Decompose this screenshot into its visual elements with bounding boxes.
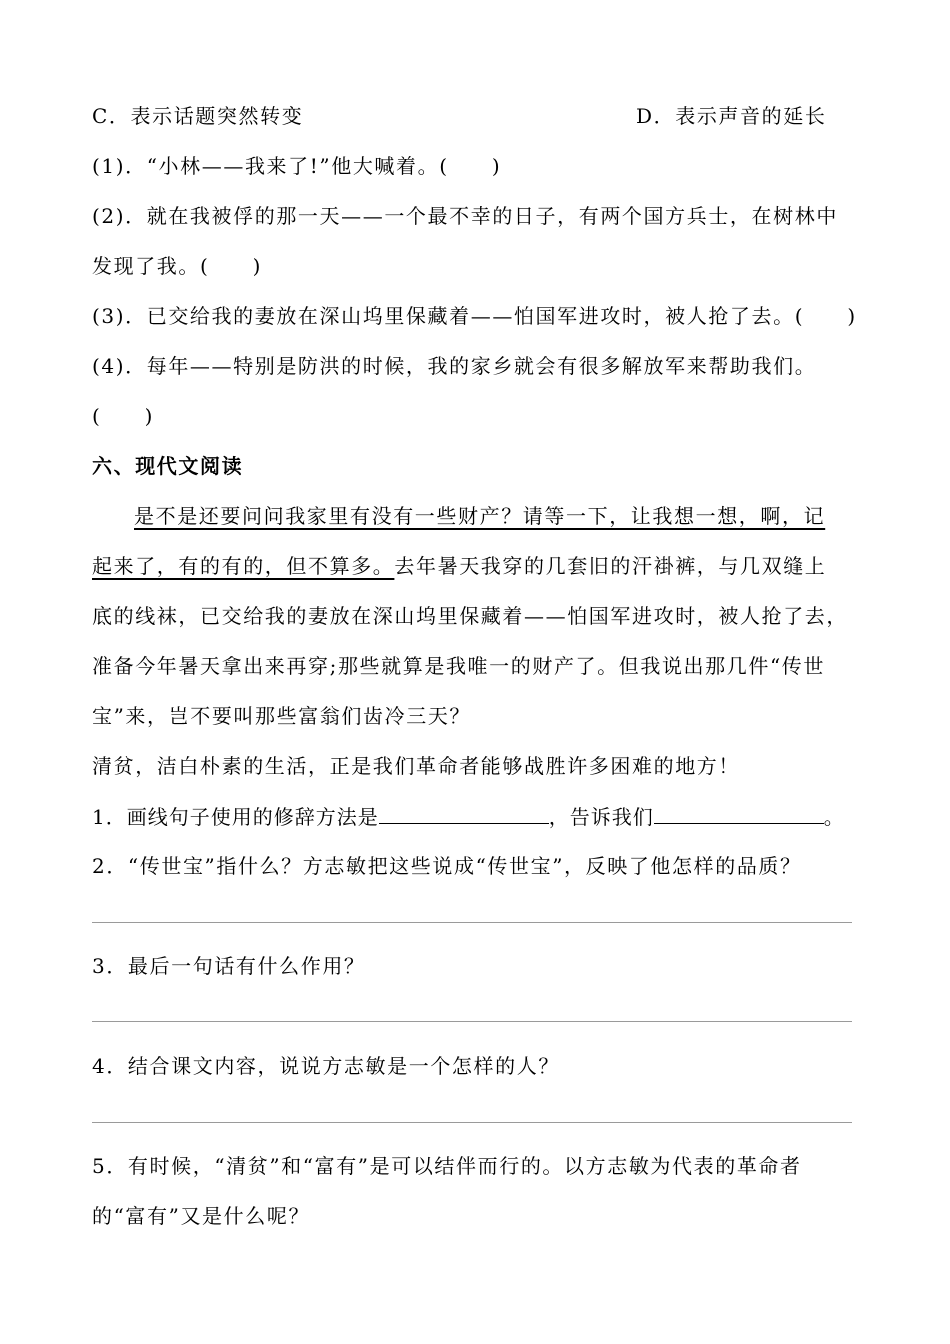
passage-line-6: 清贫，洁白朴素的生活，正是我们革命者能够战胜许多困难的地方！ (92, 754, 740, 778)
question-1-text-a: 1．画线句子使用的修辞方法是 (92, 805, 379, 829)
section-title: 六、现代文阅读 (92, 454, 244, 478)
meaning-blank[interactable] (654, 803, 824, 824)
option-c: C．表示话题突然转变 (92, 104, 304, 128)
question-1-text-c: 。 (823, 805, 845, 829)
question-2: 2．“传世宝”指什么？方志敏把这些说成“传世宝”，反映了他怎样的品质？ (92, 854, 802, 878)
passage-line-1 (134, 503, 864, 529)
passage-line-4: 准备今年暑天拿出来再穿;那些就算是我唯一的财产了。但我说出那几件“传世 (92, 654, 825, 678)
answer-line-3[interactable] (92, 1021, 852, 1022)
passage-line-5: 宝”来，岂不要叫那些富翁们齿冷三天？ (92, 704, 472, 728)
question-4: 4．结合课文内容，说说方志敏是一个怎样的人？ (92, 1054, 560, 1078)
passage-line-2-rest: 去年暑天我穿的几套旧的汗褂裤，与几双缝上 (394, 554, 827, 578)
question-5-line1: 5．有时候，“清贫”和“富有”是可以结伴而行的。以方志敏为代表的革命者 (92, 1154, 802, 1178)
answer-line-4[interactable] (92, 1122, 852, 1123)
item-1: (1)．“小林——我来了!”他大喊着。( ) (92, 154, 502, 178)
item-3: (3)．已交给我的妻放在深山坞里保藏着——怕国军进攻时，被人抢了去。( ) (92, 304, 857, 328)
item-2-line1: (2)．就在我被俘的那一天——一个最不幸的日子，有两个国方兵士，在树林中 (92, 204, 838, 228)
underlined-sentence-part1: 是不是还要问问我家里有没有一些财产？请等一下，让我想一想，啊，记 (134, 504, 826, 528)
answer-line-2[interactable] (92, 922, 852, 923)
question-5-line2: 的“富有”又是什么呢？ (92, 1204, 311, 1228)
question-3: 3．最后一句话有什么作用？ (92, 954, 366, 978)
passage-line-2 (92, 553, 862, 579)
underlined-sentence-part2: 起来了，有的有的，但不算多。 (92, 554, 395, 578)
item-2-line2: 发现了我。( ) (92, 254, 263, 278)
item-4-line1: (4)．每年——特别是防洪的时候，我的家乡就会有很多解放军来帮助我们。 (92, 354, 817, 378)
passage-line-3: 底的线袜，已交给我的妻放在深山坞里保藏着——怕国军进攻时，被人抢了去， (92, 604, 848, 628)
option-d: D．表示声音的延长 (636, 104, 827, 128)
item-4-line2: ( ) (92, 404, 155, 428)
options-row (92, 103, 862, 129)
question-1 (92, 803, 862, 830)
question-1-text-b: ，告诉我们 (548, 805, 654, 829)
rhetoric-blank[interactable] (379, 803, 549, 824)
